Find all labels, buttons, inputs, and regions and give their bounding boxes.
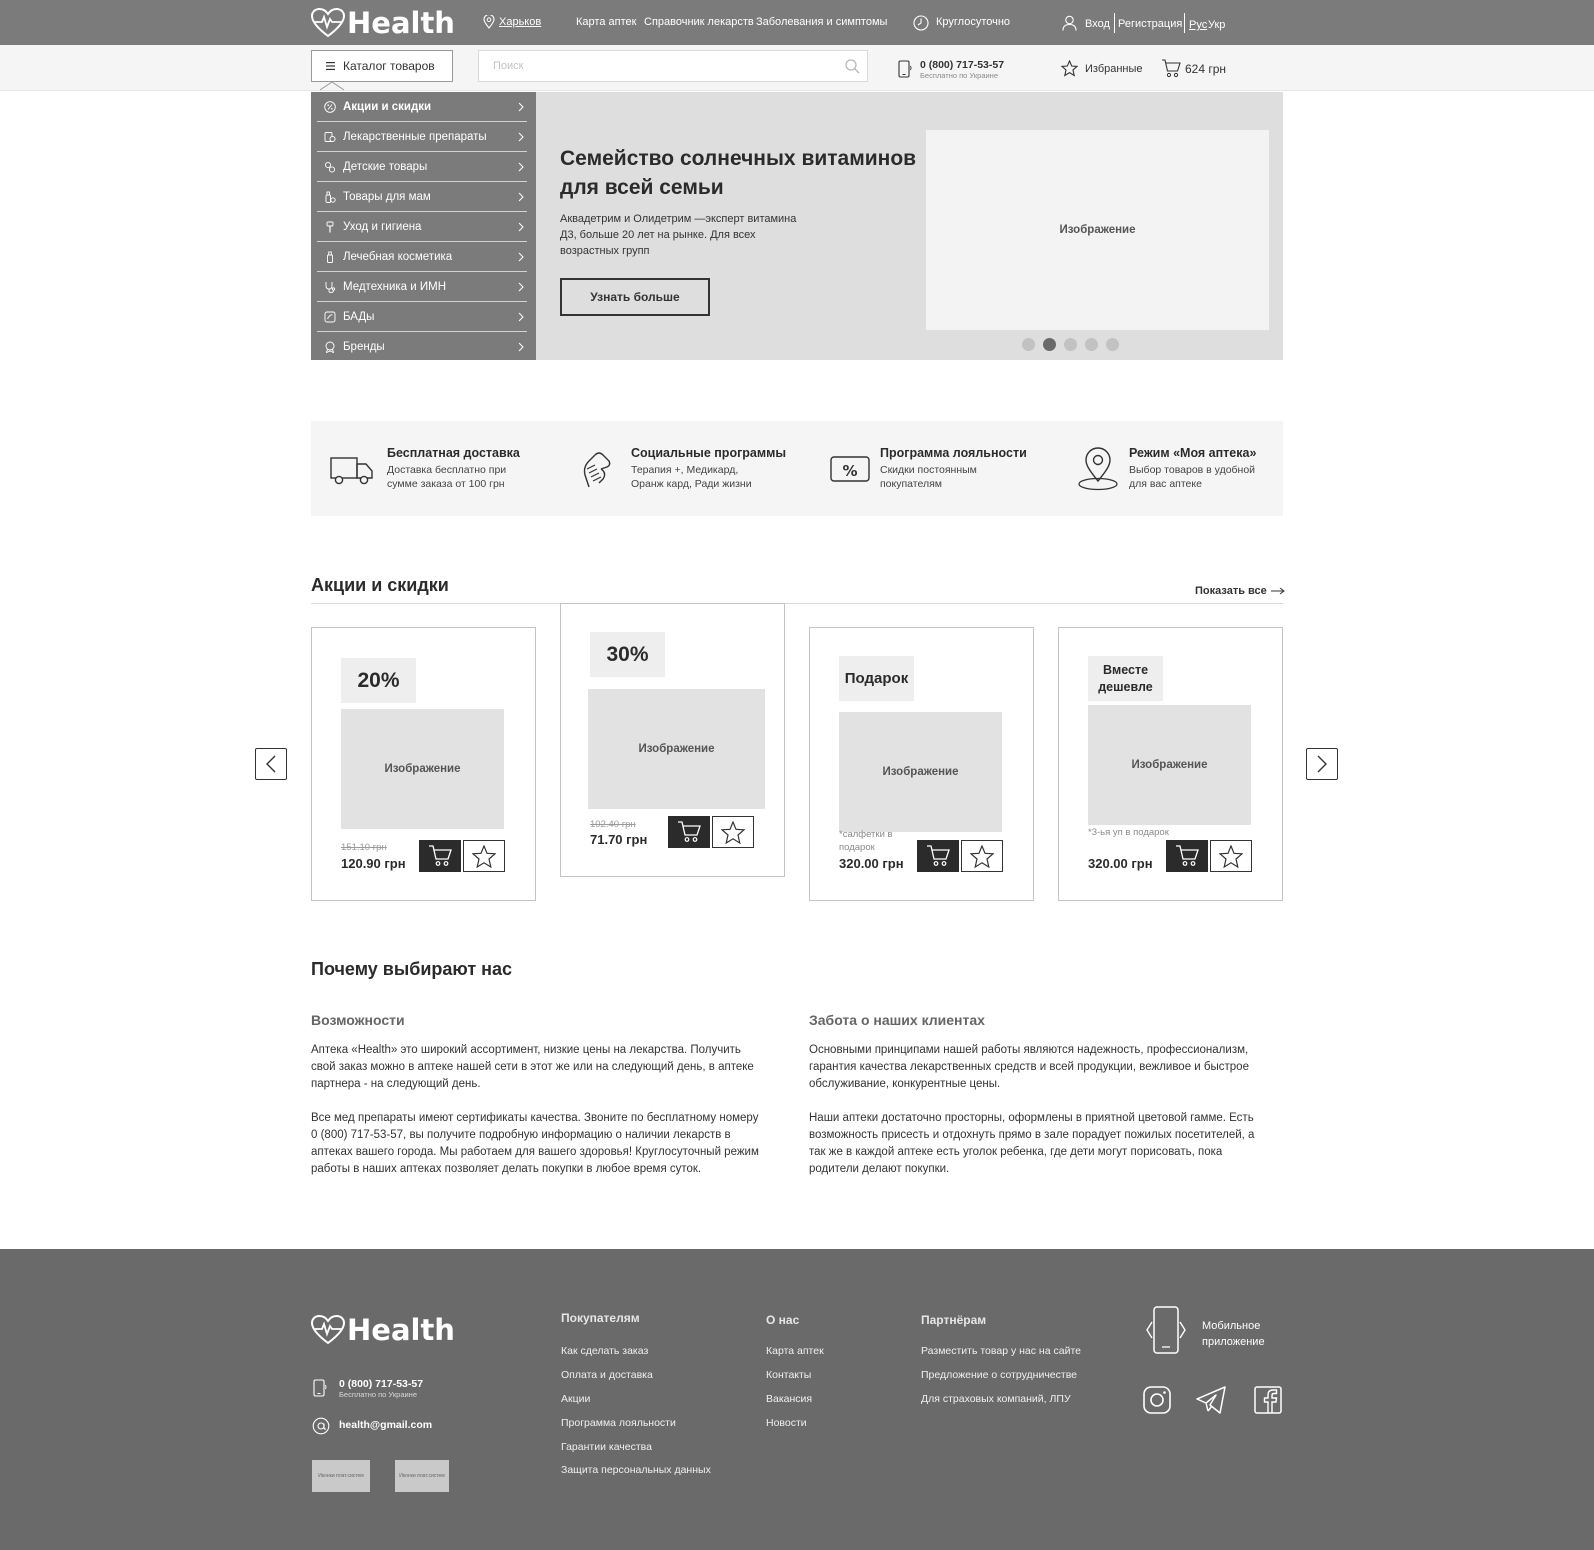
slider-dot-3[interactable] [1064, 338, 1077, 351]
footer-email[interactable]: health@gmail.com [339, 1419, 433, 1431]
footer-about-title: О нас [766, 1313, 800, 1327]
cart-icon [677, 821, 701, 843]
footer-phone[interactable]: 0 (800) 717-53-57 [339, 1378, 424, 1390]
chevron-right-icon [518, 192, 524, 202]
product-card[interactable] [311, 627, 536, 901]
product-image [1088, 705, 1251, 825]
search-box [478, 50, 868, 82]
chevron-right-icon [518, 252, 524, 262]
footer-link[interactable]: Контакты [766, 1369, 812, 1381]
star-icon [1219, 845, 1243, 868]
gift-note: *салфетки в подарок [839, 829, 893, 853]
footer-link[interactable]: Вакансия [766, 1393, 813, 1405]
features-strip [311, 421, 1283, 516]
percent-icon [830, 454, 870, 484]
nav-pharmacy-map[interactable]: Карта аптек [576, 16, 637, 28]
cart-icon[interactable] [1161, 59, 1181, 78]
price: 71.70 грн [590, 832, 648, 847]
product-card[interactable] [1058, 627, 1283, 901]
show-all-link[interactable] [1195, 585, 1285, 597]
chevron-right-icon [518, 222, 524, 232]
chevron-right-icon [1316, 755, 1328, 773]
feature-title: Социальные программы [631, 446, 787, 460]
add-to-cart-button[interactable] [1166, 840, 1208, 872]
column-title: Забота о наших клиентах [809, 1012, 985, 1028]
price: 320.00 грн [1088, 856, 1153, 871]
gift-note: *3-ья уп в подарок [1088, 827, 1169, 838]
catalog-label: Каталог товаров [343, 59, 435, 73]
discount-badge: 30% [590, 632, 665, 677]
phone-icon [313, 1379, 327, 1397]
footer-phone-note: Бесплатно по Украине [339, 1390, 417, 1399]
search-input[interactable] [479, 51, 819, 81]
star-icon [472, 845, 496, 868]
carousel-next-button[interactable] [1306, 748, 1338, 780]
sub-bar [0, 45, 1594, 91]
column-title: Возможности [311, 1012, 405, 1028]
hero-banner [536, 92, 1283, 360]
paragraph: Наши аптеки достаточно просторны, оформлены в приятной цветовой гамме. Есть возможность присесть и отдохнуть прямо в зале порадует пожилых посетителей, а так же в каждой аптеке есть уголок ребенка, где дети могут порисовать, пока родители делают покупки. [809, 1112, 1255, 1175]
footer-link[interactable]: Оплата и доставка [561, 1369, 653, 1381]
bottle-icon [324, 191, 336, 203]
chevron-right-icon [518, 282, 524, 292]
phone-number[interactable]: 0 (800) 717-53-57 [920, 59, 1005, 71]
logo-text: Health [347, 6, 455, 40]
divider [1184, 13, 1185, 33]
menu-item-discounts[interactable]: Акции и скидки [311, 92, 536, 122]
add-to-cart-button[interactable] [668, 816, 710, 848]
feature-text: Доставка бесплатно при сумме заказа от 100 грн [387, 464, 507, 490]
discount-icon [324, 101, 336, 113]
cart-icon [926, 845, 950, 867]
heart-pulse-icon [311, 8, 345, 38]
location-pin-icon [1077, 447, 1119, 491]
instagram-icon[interactable] [1143, 1386, 1171, 1414]
menu-item-medtech[interactable]: Медтехника и ИМН [311, 272, 536, 302]
footer-link[interactable]: Разместить товар у нас на сайте [921, 1345, 1081, 1357]
feature-text: Скидки постоянным покупателям [880, 464, 977, 490]
star-icon [721, 821, 745, 844]
logo[interactable] [311, 6, 455, 40]
star-icon [1061, 60, 1078, 77]
old-price: 102.40 грн [590, 819, 636, 830]
footer-link[interactable]: Для страховых компаний, ЛПУ [921, 1393, 1071, 1405]
chevron-left-icon [265, 755, 277, 773]
facebook-icon[interactable] [1254, 1386, 1282, 1414]
catalog-pointer [320, 81, 344, 91]
image-label: Изображение [1059, 224, 1136, 236]
cart-icon [428, 845, 452, 867]
menu-item-hygiene[interactable]: Уход и гигиена [311, 212, 536, 242]
old-price: 151.10 грн [341, 842, 387, 853]
price: 320.00 грн [839, 856, 904, 871]
menu-item-kids[interactable]: Детские товары [311, 152, 536, 182]
footer-link[interactable]: Защита персональных данных [561, 1464, 711, 1476]
price: 120.90 грн [341, 856, 406, 871]
product-card[interactable] [560, 603, 785, 877]
paragraph: Основными принципами нашей работы являются надежность, профессионализм, гарантия качества лекарственных средств и всей продукции, вежливое и быстрое обслуживание, конкурентные цены. [809, 1044, 1249, 1090]
product-card[interactable] [809, 627, 1034, 901]
pills-icon [324, 131, 336, 143]
add-to-favorites-button[interactable] [961, 840, 1003, 872]
slider-dot-5[interactable] [1106, 338, 1119, 351]
footer-partners-title: Партнёрам [921, 1313, 987, 1327]
feature-text: Выбор товаров в удобной для вас аптеке [1129, 464, 1256, 490]
cart-icon [1175, 845, 1199, 867]
chevron-right-icon [518, 132, 524, 142]
catalog-menu [311, 92, 536, 360]
lang-ua[interactable]: Укр [1208, 19, 1226, 31]
paragraph: Аптека «Health» это широкий ассортимент, низкие цены на лекарства. Получить свой заказ можно в аптеке нашей сети в этот же или на следующий день, в аптеке партнера - на следующий день. [311, 1044, 754, 1090]
mobile-app-icon[interactable] [1146, 1306, 1186, 1354]
hours-label: Круглосуточно [936, 16, 1011, 28]
footer-link[interactable]: Новости [766, 1417, 807, 1429]
catalog-button[interactable] [311, 50, 453, 82]
feature-text: Терапия +, Медикард, Оранж кард, Ради жизни [631, 464, 752, 490]
register-link[interactable]: Регистрация [1118, 18, 1183, 30]
menu-item-brands[interactable]: Бренды [311, 332, 536, 362]
mobile-app-label: Мобильное [1202, 1320, 1261, 1332]
brand-icon [324, 341, 336, 353]
footer-logo[interactable] [311, 1313, 455, 1347]
product-image [341, 709, 504, 829]
telegram-icon[interactable] [1196, 1386, 1226, 1414]
menu-item-moms[interactable]: Товары для мам [311, 182, 536, 212]
carousel-prev-button[interactable] [255, 748, 287, 780]
hero-text: Аквадетрим и Олидетрим —эксперт витамина Д3, больше 20 лет на рынке. Для всех возрастных групп [560, 213, 797, 257]
footer-link[interactable]: Акции [561, 1393, 591, 1405]
feature-title: Бесплатная доставка [387, 446, 520, 460]
stethoscope-icon [324, 281, 336, 293]
slider-dot-2[interactable] [1043, 338, 1056, 351]
product-image [588, 689, 765, 809]
image-label: Изображение [882, 766, 959, 778]
feature-title: Программа лояльности [880, 446, 1027, 460]
menu-item-supplements[interactable]: БАДы [311, 302, 536, 332]
supplement-icon [324, 311, 336, 323]
add-to-cart-button[interactable] [917, 840, 959, 872]
feature-title: Режим «Моя аптека» [1129, 446, 1257, 460]
city-select[interactable]: Харьков [499, 16, 542, 28]
mobile-app-label: приложение [1202, 1336, 1265, 1348]
add-to-favorites-button[interactable] [463, 840, 505, 872]
chevron-right-icon [518, 342, 524, 352]
phone-icon [898, 60, 912, 78]
learn-more-button[interactable]: Узнать больше [560, 278, 710, 316]
menu-item-medicines[interactable]: Лекарственные препараты [311, 122, 536, 152]
bundle-badge: Вместе дешевле [1088, 656, 1163, 701]
clock-icon [913, 15, 929, 31]
footer-link[interactable]: Гарантии качества [561, 1441, 652, 1453]
star-icon [970, 845, 994, 868]
gift-badge: Подарок [839, 656, 914, 701]
add-to-cart-button[interactable] [419, 840, 461, 872]
product-image [839, 712, 1002, 832]
divider [311, 603, 1283, 604]
divider [1114, 13, 1115, 33]
image-label: Изображение [1131, 759, 1208, 771]
footer-link[interactable]: Программа лояльности [561, 1417, 676, 1429]
favorites-link[interactable]: Избранные [1085, 63, 1143, 75]
slider-dot-1[interactable] [1022, 338, 1035, 351]
chevron-right-icon [518, 312, 524, 322]
footer-link[interactable]: Предложение о сотрудничестве [921, 1369, 1077, 1381]
top-bar [0, 0, 1594, 45]
cosmetics-icon [324, 251, 336, 263]
login-link[interactable]: Вход [1085, 18, 1110, 30]
lang-ru[interactable]: Рус [1189, 19, 1208, 31]
hero-title: Семейство солнечных витаминов для всей семьи [560, 147, 917, 199]
promo-title: Акции и скидки [311, 575, 449, 595]
add-to-favorites-button[interactable] [712, 816, 754, 848]
handshake-icon [581, 449, 613, 489]
menu-item-cosmetics[interactable]: Лечебная косметика [311, 242, 536, 272]
add-to-favorites-button[interactable] [1210, 840, 1252, 872]
why-title: Почему выбирают нас [311, 959, 513, 979]
chevron-right-icon [518, 162, 524, 172]
svg-text:%: % [842, 462, 858, 480]
email-icon [312, 1417, 330, 1435]
search-icon[interactable] [845, 59, 860, 74]
hero-image [926, 130, 1269, 330]
footer-link[interactable]: Карта аптек [766, 1345, 824, 1357]
payment-icons-placeholder: Иконки плат.систем [312, 1460, 370, 1492]
user-icon [1062, 15, 1077, 31]
hygiene-icon [324, 221, 336, 233]
footer [0, 1249, 1594, 1550]
image-label: Изображение [384, 763, 461, 775]
heart-pulse-icon [311, 1315, 345, 1345]
location-icon [483, 15, 495, 29]
show-all-label: Показать все [1195, 585, 1267, 597]
slider-dot-4[interactable] [1085, 338, 1098, 351]
paragraph: Все мед препараты имеют сертификаты качества. Звоните по бесплатному номеру 0 (800) 717-53-57, вы получите подробную информацию о наличии лекарств в аптеках вашего города. Мы работаем для вашего здоровья! Круглосуточный режим работы в наших аптеках позволяет делать покупки в любое время суток. [311, 1112, 759, 1175]
footer-link[interactable]: Как сделать заказ [561, 1345, 649, 1357]
chevron-right-icon [518, 102, 524, 112]
nav-diseases[interactable]: Заболевания и симптомы [756, 16, 888, 28]
footer-buyers-title: Покупателям [561, 1311, 640, 1325]
cart-total[interactable]: 624 грн [1185, 62, 1227, 76]
image-label: Изображение [638, 743, 715, 755]
discount-badge: 20% [341, 658, 416, 703]
logo-text: Health [347, 1313, 455, 1347]
truck-icon [330, 453, 374, 487]
nav-drug-reference[interactable]: Справочник лекарств [644, 16, 754, 28]
arrow-right-icon [1271, 587, 1285, 595]
menu-icon [326, 62, 335, 70]
payment-icons-placeholder: Иконки плат.систем [395, 1460, 449, 1492]
baby-icon [324, 161, 336, 173]
phone-note: Бесплатно по Украине [920, 71, 998, 80]
